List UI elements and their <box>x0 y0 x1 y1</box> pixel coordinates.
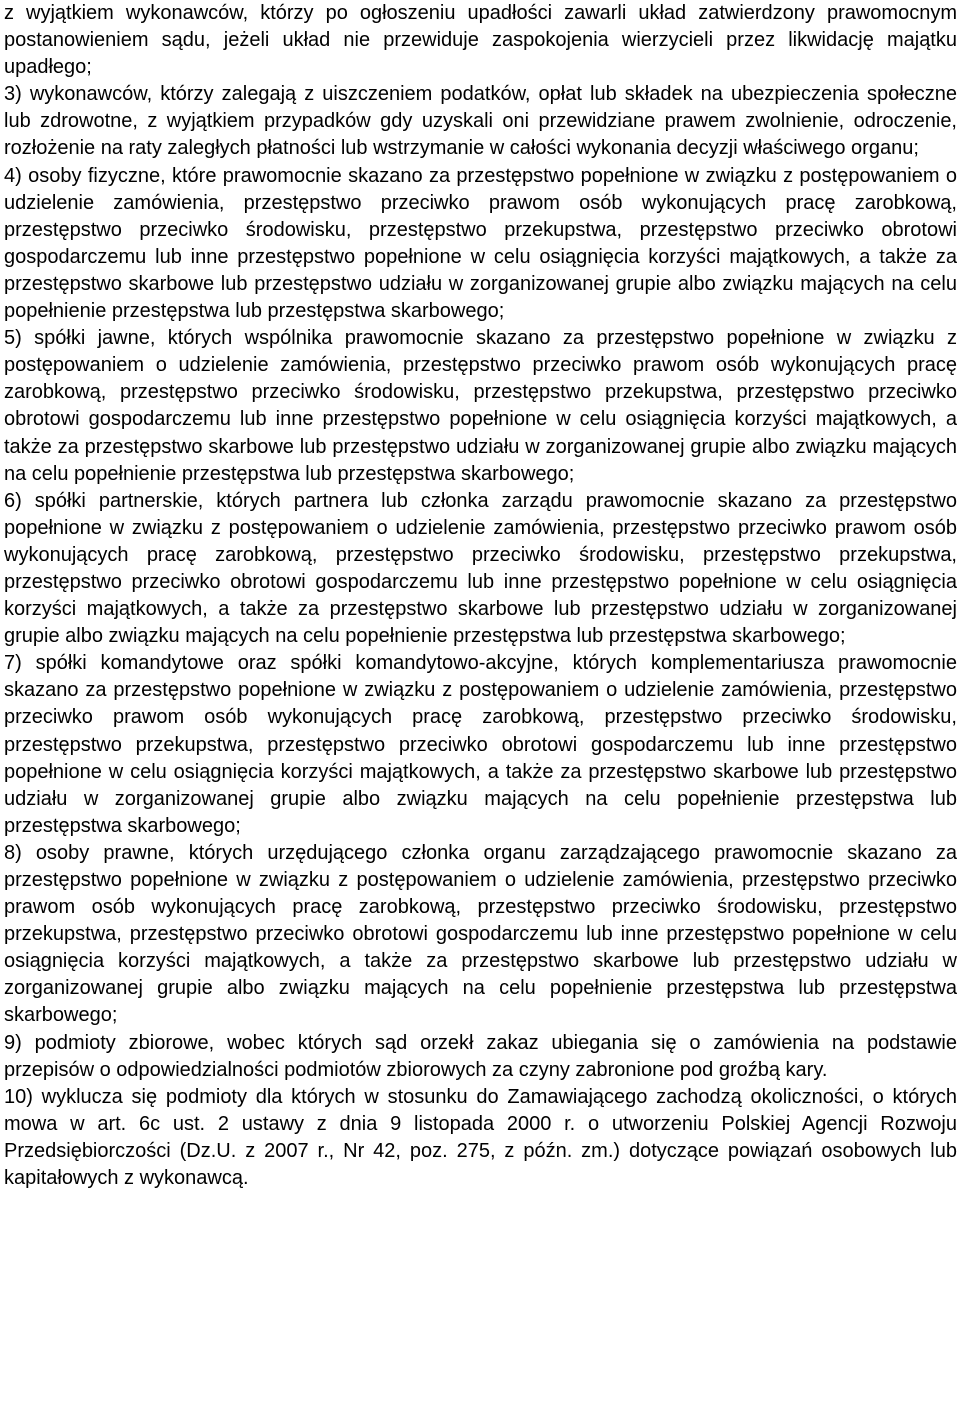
paragraph-item-10: 10) wyklucza się podmioty dla których w stosunku do Zamawiającego zachodzą okoliczności, o których mowa w art. 6c ust. 2 ustawy z dnia 9 listopada 2000 r. o utworzeniu Polskiej Agencji Rozwoju Przedsiębiorczości (Dz.U. z 2007 r., Nr 42, poz. 275, z późn. zm.) dotyczące powiązań osobowych lub kapitałowych z wykonawcą. <box>4 1085 957 1190</box>
paragraph-item-6: 6) spółki partnerskie, których partnera lub członka zarządu prawomocnie skazano za przestępstwo popełnione w związku z postępowaniem o udzielenie zamówienia, przestępstwo przeciwko prawom osób wykonujących pracę zarobkową, przestępstwo przeciwko środowisku, przestępstwo przekupstwa, przestępstwo przeciwko obrotowi gospodarczemu lub inne przestępstwo popełnione w celu osiągnięcia korzyści majątkowych, a także za przestępstwo skarbowe lub przestępstwo udziału w zorganizowanej grupie albo związku mających na celu popełnienie przestępstwa lub przestępstwa skarbowego; <box>4 489 957 648</box>
paragraph-item-7: 7) spółki komandytowe oraz spółki komandytowo-akcyjne, których komplementariusza prawomocnie skazano za przestępstwo popełnione w związku z postępowaniem o udzielenie zamówienia, przestępstwo przeciwko prawom osób wykonujących pracę zarobkową, przestępstwo przeciwko środowisku, przestępstwo przekupstwa, przestępstwo przeciwko obrotowi gospodarczemu lub inne przestępstwo popełnione w celu osiągnięcia korzyści majątkowych, a także za przestępstwo skarbowe lub przestępstwo udziału w zorganizowanej grupie albo związku mających na celu popełnienie przestępstwa lub przestępstwa skarbowego; <box>4 652 957 837</box>
paragraph-item-8: 8) osoby prawne, których urzędującego członka organu zarządzającego prawomocnie skazano za przestępstwo popełnione w związku z postępowaniem o udzielenie zamówienia, przestępstwo przeciwko prawom osób wykonujących pracę zarobkową, przestępstwo przeciwko środowisku, przestępstwo przekupstwa, przestępstwo przeciwko obrotowi gospodarczemu lub inne przestępstwo popełnione w celu osiągnięcia korzyści majątkowych, a także za przestępstwo skarbowe lub przestępstwo udziału w zorganizowanej grupie albo związku mających na celu popełnienie przestępstwa lub przestępstwa skarbowego; <box>4 841 957 1027</box>
paragraph-item-4: 4) osoby fizyczne, które prawomocnie skazano za przestępstwo popełnione w związku z postępowaniem o udzielenie zamówienia, przestępstwo przeciwko prawom osób wykonujących pracę zarobkową, przestępstwo przeciwko środowisku, przestępstwo przekupstwa, przestępstwo przeciwko obrotowi gospodarczemu lub inne przestępstwo popełnione w celu osiągnięcia korzyści majątkowych, a także za przestępstwo skarbowe lub przestępstwo udziału w zorganizowanej grupie albo związku mających na celu popełnienie przestępstwa lub przestępstwa skarbowego; <box>4 164 957 323</box>
paragraph-item-5: 5) spółki jawne, których wspólnika prawomocnie skazano za przestępstwo popełnione w związku z postępowaniem o udzielenie zamówienia, przestępstwo przeciwko prawom osób wykonujących pracę zarobkową, przestępstwo przeciwko środowisku, przestępstwo przekupstwa, przestępstwo przeciwko obrotowi gospodarczemu lub inne przestępstwo popełnione w celu osiągnięcia korzyści majątkowych, a także za przestępstwo skarbowe lub przestępstwo udziału w zorganizowanej grupie albo związku mających na celu popełnienie przestępstwa lub przestępstwa skarbowego; <box>4 327 957 485</box>
paragraph-continuation: z wyjątkiem wykonawców, którzy po ogłoszeniu upadłości zawarli układ zatwierdzony prawomocnym postanowieniem sądu, jeżeli układ nie przewiduje zaspokojenia wierzycieli przez likwidację majątku upadłego; <box>4 2 957 79</box>
paragraph-item-9: 9) podmioty zbiorowe, wobec których sąd orzekł zakaz ubiegania się o zamówienia na podstawie przepisów o odpowiedzialności podmiotów zbiorowych za czyny zabronione pod groźbą kary. <box>4 1031 957 1081</box>
paragraph-item-3: 3) wykonawców, którzy zalegają z uiszczeniem podatków, opłat lub składek na ubezpieczenia społeczne lub zdrowotne, z wyjątkiem przypadków gdy uzyskali oni przewidziane prawem zwolnienie, odroczenie, rozłożenie na raty zaległych płatności lub wstrzymanie w całości wykonania decyzji właściwego organu; <box>4 83 957 160</box>
